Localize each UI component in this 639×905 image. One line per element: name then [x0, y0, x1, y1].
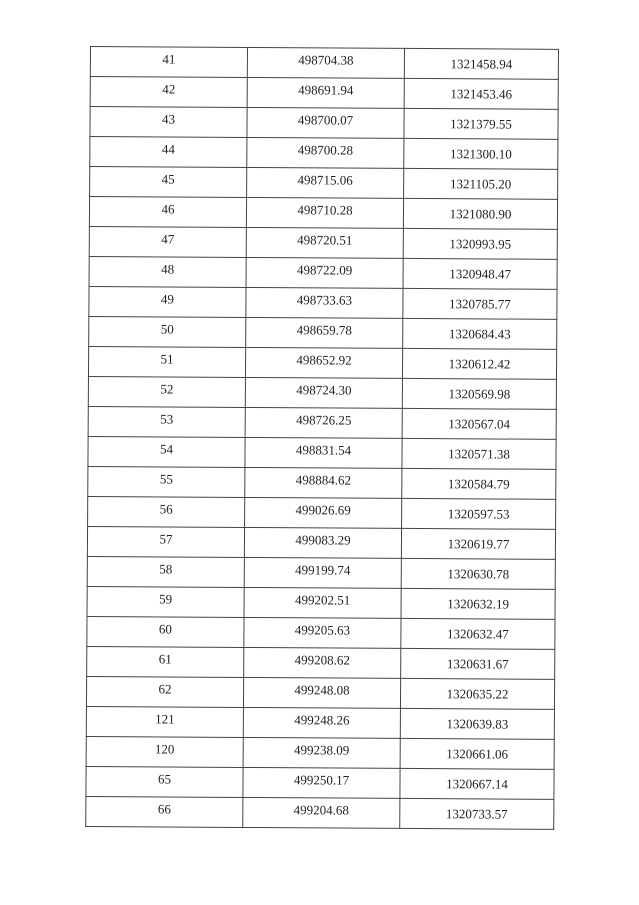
y-coordinate-cell	[404, 108, 558, 139]
table-row	[89, 226, 557, 259]
table-row	[87, 616, 555, 649]
x-coordinate-cell	[247, 47, 404, 78]
y-coordinate-cell-text: 1320569.98	[448, 386, 511, 402]
table-row	[86, 676, 554, 709]
table-row	[86, 766, 554, 799]
y-coordinate-cell-text: 1320635.22	[446, 686, 509, 702]
point-number-cell	[88, 496, 245, 527]
y-coordinate-cell-text: 1320567.04	[448, 416, 511, 432]
x-coordinate-cell	[243, 707, 400, 738]
y-coordinate-cell-text: 1320667.14	[446, 776, 508, 792]
x-coordinate-cell-text: 498652.92	[296, 352, 352, 368]
coordinates-table-body	[86, 47, 559, 830]
y-coordinate-cell-text: 1320948.47	[449, 266, 512, 282]
point-number-cell-text: 57	[159, 531, 173, 547]
y-coordinate-cell	[402, 408, 556, 439]
point-number-cell-text: 121	[155, 711, 175, 727]
table-row	[90, 167, 558, 200]
y-coordinate-cell-text: 1320597.53	[447, 506, 510, 522]
x-coordinate-cell	[245, 407, 402, 438]
y-coordinate-cell	[400, 678, 554, 709]
table-row	[88, 346, 556, 379]
y-coordinate-cell	[403, 318, 557, 349]
point-number-cell	[89, 197, 246, 228]
point-number-cell-text: 49	[160, 291, 175, 307]
table-row	[90, 77, 558, 110]
point-number-cell	[88, 466, 245, 497]
y-coordinate-cell	[403, 198, 557, 229]
table-row	[86, 706, 554, 739]
point-number-cell-text: 56	[159, 501, 173, 517]
x-coordinate-cell	[247, 77, 404, 108]
x-coordinate-cell-text: 498704.38	[298, 52, 354, 68]
table-row	[89, 316, 557, 349]
x-coordinate-cell-text: 498726.25	[296, 412, 352, 428]
table-row	[89, 256, 557, 289]
y-coordinate-cell	[402, 438, 556, 469]
point-number-cell	[90, 77, 247, 108]
coordinates-table	[85, 46, 559, 830]
x-coordinate-cell	[246, 257, 403, 288]
x-coordinate-cell-text: 499238.09	[294, 742, 350, 758]
x-coordinate-cell	[246, 227, 403, 258]
x-coordinate-cell-text: 499205.63	[294, 622, 351, 638]
table-row	[87, 556, 555, 589]
x-coordinate-cell-text: 499083.29	[295, 532, 351, 548]
table-row	[86, 736, 554, 769]
y-coordinate-cell	[400, 798, 554, 829]
y-coordinate-cell	[401, 588, 555, 619]
y-coordinate-cell-text: 1320631.67	[446, 656, 509, 672]
y-coordinate-cell	[404, 78, 558, 109]
point-number-cell-text: 120	[154, 741, 175, 757]
x-coordinate-cell	[245, 467, 402, 498]
y-coordinate-cell-text: 1320584.79	[447, 476, 510, 492]
point-number-cell	[88, 346, 245, 377]
y-coordinate-cell-text: 1321080.90	[449, 206, 512, 222]
point-number-cell-text: 42	[162, 81, 176, 97]
x-coordinate-cell-text: 498659.78	[296, 322, 352, 338]
point-number-cell-text: 59	[159, 591, 173, 607]
y-coordinate-cell-text: 1321458.94	[450, 56, 513, 72]
table-row	[89, 197, 557, 230]
y-coordinate-cell-text: 1320571.38	[448, 446, 510, 462]
point-number-cell	[89, 226, 246, 257]
x-coordinate-cell	[244, 557, 401, 588]
point-number-cell-text: 61	[158, 651, 172, 667]
table-row	[88, 376, 556, 409]
y-coordinate-cell-text: 1320632.19	[447, 596, 510, 612]
y-coordinate-cell-text: 1320733.57	[445, 806, 508, 822]
table-row	[88, 466, 556, 499]
y-coordinate-cell-text: 1320612.42	[448, 356, 511, 372]
x-coordinate-cell-text: 498724.30	[296, 382, 352, 398]
x-coordinate-cell	[246, 317, 403, 348]
x-coordinate-cell	[247, 137, 404, 168]
point-number-cell-text: 50	[160, 321, 174, 337]
x-coordinate-cell-text: 498884.62	[295, 472, 352, 488]
table-row	[90, 107, 558, 140]
table-row	[88, 496, 556, 529]
point-number-cell	[89, 256, 246, 287]
table-row	[89, 286, 557, 319]
point-number-cell	[90, 107, 247, 138]
point-number-cell-text: 53	[160, 411, 174, 427]
point-number-cell	[90, 137, 247, 168]
y-coordinate-cell	[400, 708, 554, 739]
point-number-cell-text: 65	[157, 771, 172, 787]
point-number-cell	[86, 706, 243, 737]
point-number-cell-text: 60	[158, 621, 172, 637]
y-coordinate-cell-text: 1320630.78	[447, 566, 510, 582]
x-coordinate-cell	[244, 617, 401, 648]
x-coordinate-cell-text: 499202.51	[294, 592, 351, 608]
y-coordinate-cell	[402, 468, 556, 499]
point-number-cell	[90, 167, 247, 198]
point-number-cell	[87, 616, 244, 647]
x-coordinate-cell	[247, 167, 404, 198]
y-coordinate-cell	[401, 648, 555, 679]
point-number-cell	[88, 406, 245, 437]
y-coordinate-cell	[403, 258, 557, 289]
x-coordinate-cell-text: 498700.07	[297, 112, 354, 128]
y-coordinate-cell	[404, 138, 558, 169]
x-coordinate-cell	[243, 737, 400, 768]
x-coordinate-cell-text: 499026.69	[295, 502, 351, 518]
y-coordinate-cell	[403, 228, 557, 259]
point-number-cell	[89, 286, 246, 317]
table-row	[87, 526, 555, 559]
point-number-cell-text: 46	[161, 201, 175, 217]
x-coordinate-cell-text: 499248.08	[294, 682, 350, 698]
y-coordinate-cell-text: 1321300.10	[449, 146, 512, 162]
point-number-cell-text: 45	[161, 171, 175, 187]
y-coordinate-cell	[404, 48, 558, 79]
point-number-cell	[89, 316, 246, 347]
point-number-cell	[86, 736, 243, 767]
point-number-cell-text: 66	[157, 801, 171, 817]
point-number-cell	[87, 646, 244, 677]
y-coordinate-cell	[403, 288, 557, 319]
x-coordinate-cell	[245, 377, 402, 408]
x-coordinate-cell-text: 498831.54	[295, 442, 352, 458]
x-coordinate-cell	[246, 197, 403, 228]
x-coordinate-cell	[245, 437, 402, 468]
table-row	[88, 406, 556, 439]
x-coordinate-cell	[243, 797, 400, 828]
point-number-cell	[87, 526, 244, 557]
y-coordinate-cell	[400, 738, 554, 769]
x-coordinate-cell-text: 498691.94	[298, 82, 354, 98]
y-coordinate-cell	[402, 498, 556, 529]
x-coordinate-cell-text: 499204.68	[293, 802, 350, 818]
table-row	[87, 646, 555, 679]
y-coordinate-cell-text: 1320639.83	[446, 716, 509, 732]
table-row	[90, 137, 558, 170]
y-coordinate-cell-text: 1320619.77	[447, 536, 510, 552]
x-coordinate-cell-text: 499199.74	[295, 562, 351, 578]
x-coordinate-cell	[247, 107, 404, 138]
x-coordinate-cell-text: 499250.17	[293, 772, 350, 788]
point-number-cell-text: 48	[161, 261, 175, 277]
y-coordinate-cell	[401, 528, 555, 559]
point-number-cell-text: 44	[161, 141, 175, 157]
x-coordinate-cell	[244, 527, 401, 558]
x-coordinate-cell	[245, 497, 402, 528]
point-number-cell-text: 55	[159, 471, 173, 487]
x-coordinate-cell	[245, 347, 402, 378]
point-number-cell	[87, 586, 244, 617]
y-coordinate-cell-text: 1320785.77	[449, 296, 511, 312]
x-coordinate-cell-text: 498715.06	[297, 172, 353, 188]
point-number-cell-text: 41	[162, 51, 176, 67]
table-row	[87, 586, 555, 619]
point-number-cell-text: 51	[160, 351, 174, 367]
point-number-cell	[88, 376, 245, 407]
point-number-cell-text: 62	[158, 681, 172, 697]
point-number-cell-text: 58	[159, 561, 173, 577]
x-coordinate-cell	[243, 767, 400, 798]
x-coordinate-cell	[244, 647, 401, 678]
point-number-cell	[86, 676, 243, 707]
point-number-cell-text: 52	[160, 381, 174, 397]
point-number-cell-text: 54	[159, 441, 174, 457]
point-number-cell	[86, 766, 243, 797]
y-coordinate-cell	[404, 168, 558, 199]
x-coordinate-cell-text: 498733.63	[296, 292, 353, 308]
point-number-cell-text: 43	[162, 111, 176, 127]
point-number-cell	[90, 47, 247, 78]
point-number-cell-text: 47	[161, 231, 175, 247]
x-coordinate-cell-text: 498710.28	[297, 202, 353, 218]
y-coordinate-cell	[400, 768, 554, 799]
table-row	[90, 47, 558, 80]
y-coordinate-cell	[401, 618, 555, 649]
table-row	[88, 436, 556, 469]
x-coordinate-cell-text: 499208.62	[294, 652, 350, 668]
y-coordinate-cell	[402, 348, 556, 379]
x-coordinate-cell-text: 498720.51	[297, 232, 353, 248]
y-coordinate-cell-text: 1321379.55	[450, 116, 512, 132]
x-coordinate-cell-text: 499248.26	[294, 712, 350, 728]
x-coordinate-cell	[246, 287, 403, 318]
x-coordinate-cell	[244, 587, 401, 618]
y-coordinate-cell-text: 1320661.06	[446, 746, 509, 762]
y-coordinate-cell-text: 1321105.20	[449, 176, 512, 192]
x-coordinate-cell	[243, 677, 400, 708]
y-coordinate-cell-text: 1321453.46	[450, 86, 513, 102]
table-row	[86, 796, 554, 829]
y-coordinate-cell	[401, 558, 555, 589]
point-number-cell	[88, 436, 245, 467]
y-coordinate-cell-text: 1320632.47	[446, 626, 509, 642]
point-number-cell	[86, 796, 243, 827]
x-coordinate-cell-text: 498722.09	[296, 262, 353, 278]
x-coordinate-cell-text: 498700.28	[297, 142, 354, 158]
y-coordinate-cell	[402, 378, 556, 409]
point-number-cell	[87, 556, 244, 587]
y-coordinate-cell-text: 1320993.95	[449, 236, 512, 252]
y-coordinate-cell-text: 1320684.43	[448, 326, 511, 342]
